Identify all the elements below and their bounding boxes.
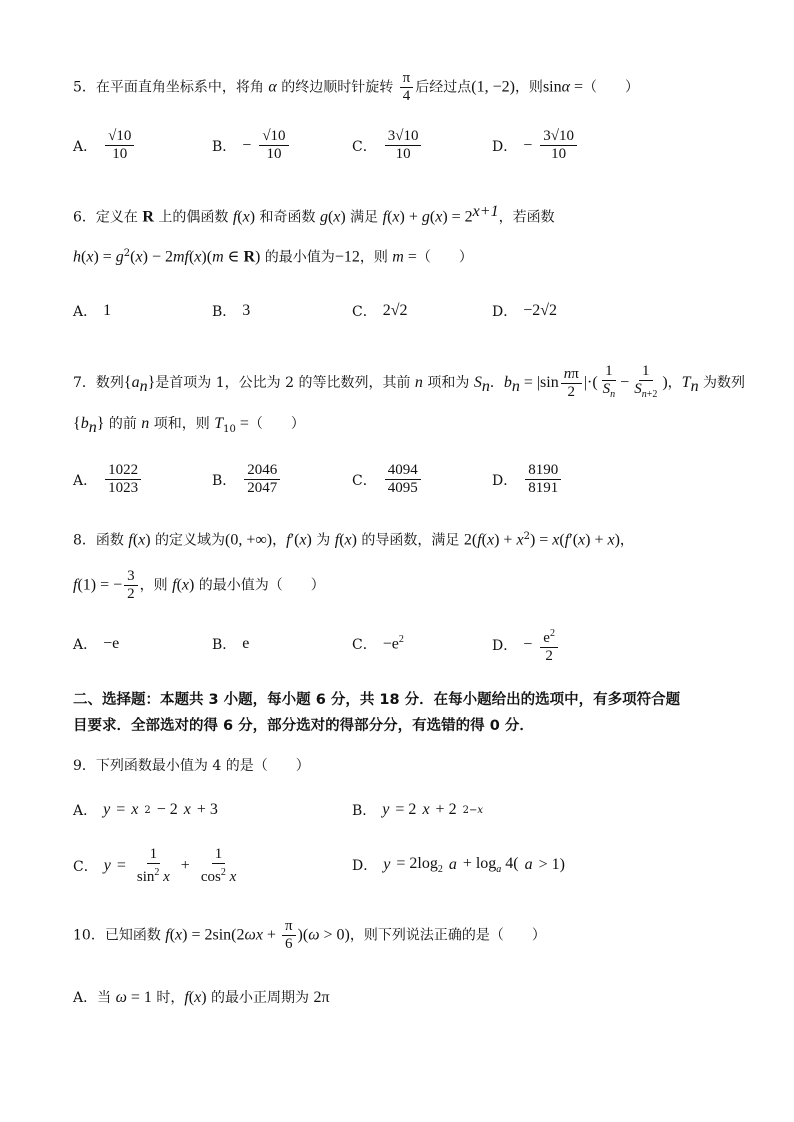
q9-option-a[interactable]: A． y = x 2 − 2 x + 3 [73, 801, 218, 819]
question-6-line1: 6．定义在 R 上的偶函数 f(x) 和奇函数 g(x) 满足 $f(x) + g(x) = 2^{x+1}$，若函数 [73, 203, 555, 226]
q5-option-c[interactable]: C． $\frac{3√10}{10}$ [352, 128, 423, 163]
q10-option-a[interactable]: A．当 ω = 1 时，f(x) 的最小正周期为 2π [73, 989, 330, 1006]
q6-option-d[interactable]: D． −2√2 [492, 302, 558, 320]
question-6-line2: $h(x) = g^2(x) - 2mf(x)(m$ ∈ R) 的最小值为−12，则 m =（ ） [73, 248, 473, 266]
question-5: 5．在平面直角坐标系中，将角 α 的终边顺时针旋转 $\frac{\pi}{4}$ 后经过点(1, −2)，则sinα =（ ） [73, 70, 640, 104]
question-10: 10．已知函数 f(x) = 2sin(2ωx + $\frac{\pi}{6}$ )(ω > 0)，则下列说法正确的是（ ） [73, 918, 546, 952]
q9-option-d[interactable]: D． y = $2\log_2$ a + $\log_a 4$( a > 1) [352, 855, 565, 876]
question-7-line1: 7．数列$\{a_n\}$是首项为 1，公比为 2 的等比数列，其前 n 项和为 $S_n$．$b_n = |\sin$ $\frac{n\pi}{2}$ |·( $\frac{1}{S_n}$ − $\frac{1}{S_{n+2}}$ )，$T_n$ 为数列 [73, 363, 746, 400]
q9-option-b[interactable]: B． y = 2 x + 2 2−x [352, 801, 483, 819]
q7-option-a[interactable]: A． $\frac{1022}{1023}$ [73, 462, 143, 497]
section-2-heading-line2: 目要求．全部选对的得 6 分，部分选对的得部分分，有选错的得 0 分． [73, 718, 534, 734]
q5-option-d[interactable]: D． − $\frac{3√10}{10}$ [492, 128, 579, 163]
q6-option-c[interactable]: C． 2√2 [352, 302, 408, 320]
q5-option-a[interactable]: A． $\frac{√10}{10}$ [73, 128, 136, 163]
q6-option-b[interactable]: B． 3 [212, 302, 251, 320]
question-9: 9．下列函数最小值为 4 的是（ ） [73, 758, 310, 774]
q7-option-b[interactable]: B． $\frac{2046}{2047}$ [212, 462, 282, 497]
q8-option-c[interactable]: C． $-e^2$ [352, 634, 404, 653]
q7-option-d[interactable]: D． $\frac{8190}{8191}$ [492, 462, 563, 497]
q6-option-a[interactable]: A． 1 [73, 302, 112, 320]
question-7-line2: $\{b_n\}$ 的前 n 项和，则 $T_{10}$ =（ ） [73, 415, 305, 436]
q8-option-b[interactable]: B． e [212, 635, 250, 653]
question-8-line2: f(1) = − $\frac{3}{2}$ ，则 f(x) 的最小值为（ ） [73, 568, 325, 602]
question-8-line1: 8．函数 f(x) 的定义域为(0, +∞)，f′(x) 为 f(x) 的导函数，满足 $2(f(x) + x^2) = x(f'(x) + x)$， [73, 531, 634, 549]
q8-option-d[interactable]: D． − $\frac{e^2}{2}$ [492, 625, 560, 665]
q5-option-b[interactable]: B． − $\frac{√10}{10}$ [212, 128, 291, 163]
q8-option-a[interactable]: A． −e [73, 635, 120, 653]
q9-option-c[interactable]: C． y = $\frac{1}{\sin^2 x}$ + $\frac{1}{\cos^2 x}$ [73, 846, 237, 885]
section-2-heading-line1: 二、选择题：本题共 3 小题，每小题 6 分，共 18 分．在每小题给出的选项中，有多项符合题 [73, 692, 681, 708]
q7-option-c[interactable]: C． $\frac{4094}{4095}$ [352, 462, 423, 497]
